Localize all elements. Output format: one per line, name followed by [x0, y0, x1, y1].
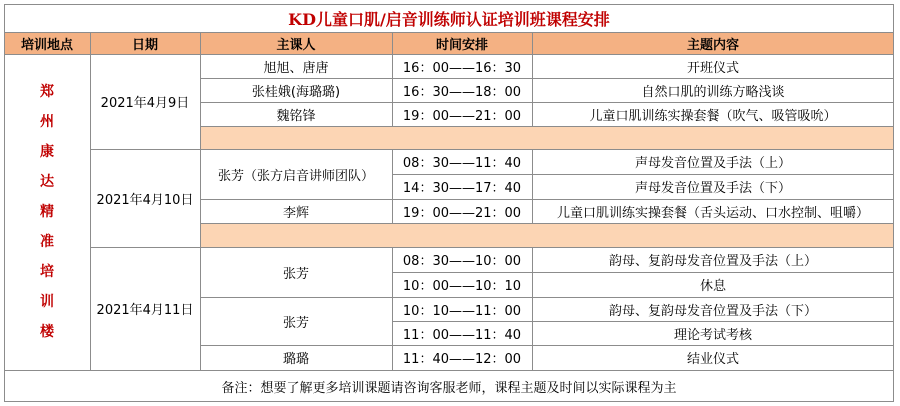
topic-cell: 韵母、复韵母发音位置及手法（下） — [608, 303, 817, 319]
time-cell: 10：00——10：10 — [402, 279, 522, 294]
topic-cell: 声母发音位置及手法（上） — [634, 156, 791, 171]
location-char: 训 — [40, 294, 54, 310]
teacher-cell: 李辉 — [282, 205, 309, 221]
teacher-cell: 璐璐 — [282, 352, 309, 367]
header-topic: 主题内容 — [686, 37, 739, 53]
time-cell: 19：00——21：00 — [402, 205, 522, 221]
time-cell: 19：00——21：00 — [402, 108, 522, 124]
header-date: 日期 — [131, 37, 158, 53]
teacher-cell: 魏铭锋 — [276, 108, 316, 124]
training-location — [4, 54, 90, 370]
page-title: KD儿童口肌/启音训练师认证培训班课程安排 — [288, 9, 610, 29]
time-cell: 16：00——16：30 — [402, 60, 522, 76]
day-separator — [200, 223, 894, 247]
teacher-cell: 张芳 — [282, 315, 309, 331]
time-cell: 16：30——18：00 — [402, 84, 522, 100]
header-time: 时间安排 — [435, 37, 488, 53]
topic-cell: 休息 — [699, 279, 726, 294]
topic-cell: 自然口肌的训练方略浅谈 — [641, 84, 785, 100]
topic-cell: 儿童口肌训练实操套餐（舌头运动、口水控制、咀嚼） — [556, 205, 869, 221]
teacher-cell: 旭旭、唐唐 — [263, 60, 329, 76]
location-char: 郑 — [40, 84, 54, 100]
teacher-cell: 张芳（张方启音讲师团队） — [217, 168, 374, 184]
topic-cell: 韵母、复韵母发音位置及手法（上） — [608, 254, 817, 269]
location-char: 培 — [40, 264, 54, 280]
time-cell: 08：30——11：40 — [402, 156, 522, 171]
topic-cell: 结业仪式 — [686, 352, 739, 367]
topic-cell: 儿童口肌训练实操套餐（吹气、吸管吸吮） — [589, 108, 837, 124]
footnote: 备注：想要了解更多培训课题请咨询客服老师，课程主题及时间以实际课程为主 — [221, 380, 677, 396]
location-char: 精 — [40, 204, 54, 220]
header-location: 培训地点 — [20, 37, 73, 53]
teacher-cell: 张芳 — [282, 266, 309, 282]
teacher-cell: 张桂娥(海璐璐) — [251, 84, 341, 100]
location-char: 康 — [40, 144, 54, 160]
time-cell: 08：30——10：00 — [402, 254, 522, 269]
topic-cell: 理论考试考核 — [673, 327, 752, 343]
day-separator — [200, 126, 894, 149]
date-cell: 2021年4月9日 — [100, 96, 190, 111]
date-cell: 2021年4月11日 — [96, 303, 194, 318]
topic-cell: 开班仪式 — [686, 60, 739, 76]
header-teacher: 主课人 — [276, 37, 316, 53]
location-char: 达 — [40, 174, 54, 190]
location-char: 楼 — [40, 324, 54, 340]
location-char: 州 — [40, 114, 54, 130]
time-cell: 11：40——12：00 — [402, 352, 522, 367]
location-char: 准 — [40, 234, 54, 250]
topic-cell: 声母发音位置及手法（下） — [634, 181, 791, 196]
time-cell: 10：10——11：00 — [402, 303, 522, 319]
date-cell: 2021年4月10日 — [96, 192, 194, 208]
time-cell: 11：00——11：40 — [402, 327, 522, 343]
time-cell: 14：30——17：40 — [402, 181, 522, 196]
